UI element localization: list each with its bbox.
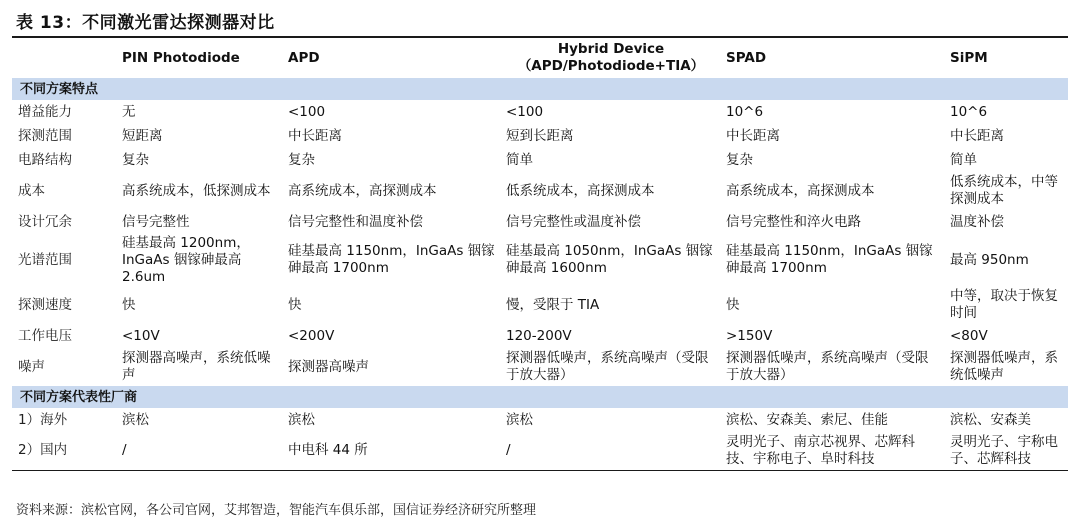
row-label: 设计冗余	[18, 213, 72, 230]
table-cell: 最高 950nm	[950, 251, 1029, 268]
table-row	[12, 124, 1068, 148]
row-label: 1）海外	[18, 411, 68, 428]
table-cell: 复杂	[122, 151, 149, 168]
table-cell: 信号完整性和温度补偿	[288, 213, 423, 230]
table-cell: 复杂	[726, 151, 753, 168]
table-cell: 中长距离	[950, 127, 1004, 144]
table-cell: 低系统成本，高探测成本	[506, 182, 655, 199]
table-cell: 探测器低噪声，系统高噪声（受限于放大器）	[506, 350, 709, 383]
row-label: 成本	[18, 182, 45, 199]
header-sipm: SiPM	[950, 49, 988, 66]
table-row	[12, 210, 1068, 234]
table-cell: 120-200V	[506, 327, 572, 344]
header-pin: PIN Photodiode	[122, 49, 240, 66]
table-cell: 信号完整性	[122, 213, 190, 230]
header-row	[12, 38, 1068, 78]
table-cell: 滨松	[506, 411, 533, 428]
table-cell: 短距离	[122, 127, 163, 144]
table-cell: 硅基最高 1050nm，InGaAs 铟镓砷最高 1600nm	[506, 243, 713, 276]
table-cell: 滨松	[288, 411, 315, 428]
table-cell: 中电科 44 所	[282, 432, 500, 470]
table-cell: 滨松	[122, 411, 149, 428]
table-cell: 硅基最高 1200nm，InGaAs 铟镓砷最高 2.6um	[122, 234, 250, 285]
table-cell: 慢，受限于 TIA	[506, 296, 600, 313]
section-row-features	[12, 78, 1068, 100]
table-cell: 滨松、安森美	[950, 411, 1031, 428]
table-cell: 高系统成本，低探测成本	[122, 182, 271, 199]
table-row	[12, 172, 1068, 210]
row-label: 增益能力	[18, 103, 72, 120]
row-label: 2）国内	[12, 432, 116, 470]
table-row	[12, 324, 1068, 348]
table-cell: 硅基最高 1150nm，InGaAs 铟镓砷最高 1700nm	[288, 243, 495, 276]
table-cell: 复杂	[288, 151, 315, 168]
table-cell: <10V	[122, 327, 160, 344]
table-cell: 灵明光子、南京芯视界、芯辉科技、宇称电子、阜时科技	[720, 432, 944, 470]
row-label: 电路结构	[18, 151, 72, 168]
table-cell: 无	[122, 103, 136, 120]
table-cell: 10^6	[950, 103, 988, 120]
table-cell: 探测器低噪声，系统低噪声	[950, 350, 1058, 383]
table-cell: 短到长距离	[506, 127, 574, 144]
table-cell: 快	[726, 296, 740, 313]
table-cell: /	[500, 432, 720, 470]
row-label: 噪声	[18, 358, 45, 375]
comparison-table	[12, 38, 1068, 471]
table-cell: 10^6	[726, 103, 764, 120]
table-row	[12, 148, 1068, 172]
table-cell: >150V	[726, 327, 773, 344]
header-hybrid-subtitle: （APD/Photodiode+TIA）	[517, 58, 705, 74]
row-label: 探测速度	[18, 296, 72, 313]
table-cell: 低系统成本，中等探测成本	[950, 174, 1058, 207]
table-cell: <100	[506, 103, 544, 120]
header-hybrid	[500, 38, 720, 78]
row-label: 光谱范围	[18, 251, 72, 268]
row-label: 工作电压	[18, 327, 72, 344]
table-cell: 高系统成本，高探测成本	[288, 182, 437, 199]
table-cell: 探测器高噪声，系统低噪声	[122, 350, 271, 383]
table-cell: <80V	[950, 327, 988, 344]
table-cell: 高系统成本，高探测成本	[726, 182, 875, 199]
table-cell: 快	[122, 296, 136, 313]
table-cell: /	[116, 432, 282, 470]
section-label: 不同方案代表性厂商	[12, 386, 1068, 408]
table-row	[12, 408, 1068, 432]
table-cell: 中等，取决于恢复时间	[950, 288, 1058, 321]
table-cell: 简单	[506, 151, 533, 168]
table-row	[12, 432, 1068, 470]
table-cell: 中长距离	[288, 127, 342, 144]
row-label: 探测范围	[18, 127, 72, 144]
table-title: 表 13：不同激光雷达探测器对比	[16, 13, 275, 33]
header-cell-empty	[12, 38, 116, 78]
table-cell: 信号完整性或温度补偿	[506, 213, 641, 230]
table-cell: 硅基最高 1150nm，InGaAs 铟镓砷最高 1700nm	[726, 243, 933, 276]
table-cell: 信号完整性和淬火电路	[726, 213, 861, 230]
source-note: 资料来源：滨松官网，各公司官网，艾邦智造，智能汽车俱乐部，国信证券经济研究所整理	[16, 503, 537, 518]
table-cell: 滨松、安森美、索尼、佳能	[726, 411, 888, 428]
table-cell: 快	[288, 296, 302, 313]
table-row	[12, 286, 1068, 324]
table-row	[12, 100, 1068, 124]
table-row	[12, 348, 1068, 386]
table-cell: 简单	[950, 151, 977, 168]
header-hybrid-title: Hybrid Device	[557, 41, 665, 57]
header-spad: SPAD	[726, 49, 767, 66]
table-cell: 探测器高噪声	[288, 358, 369, 375]
section-label: 不同方案特点	[12, 78, 1068, 100]
table-cell: 中长距离	[726, 127, 780, 144]
table-cell: <100	[288, 103, 326, 120]
table-cell: <200V	[288, 327, 335, 344]
table-cell: 灵明光子、宇称电子、芯辉科技	[944, 432, 1068, 470]
header-apd: APD	[288, 49, 320, 66]
table-cell: 探测器低噪声，系统高噪声（受限于放大器）	[726, 350, 929, 383]
table-row	[12, 234, 1068, 286]
table-cell: 温度补偿	[950, 213, 1004, 230]
section-row-vendors	[12, 386, 1068, 408]
